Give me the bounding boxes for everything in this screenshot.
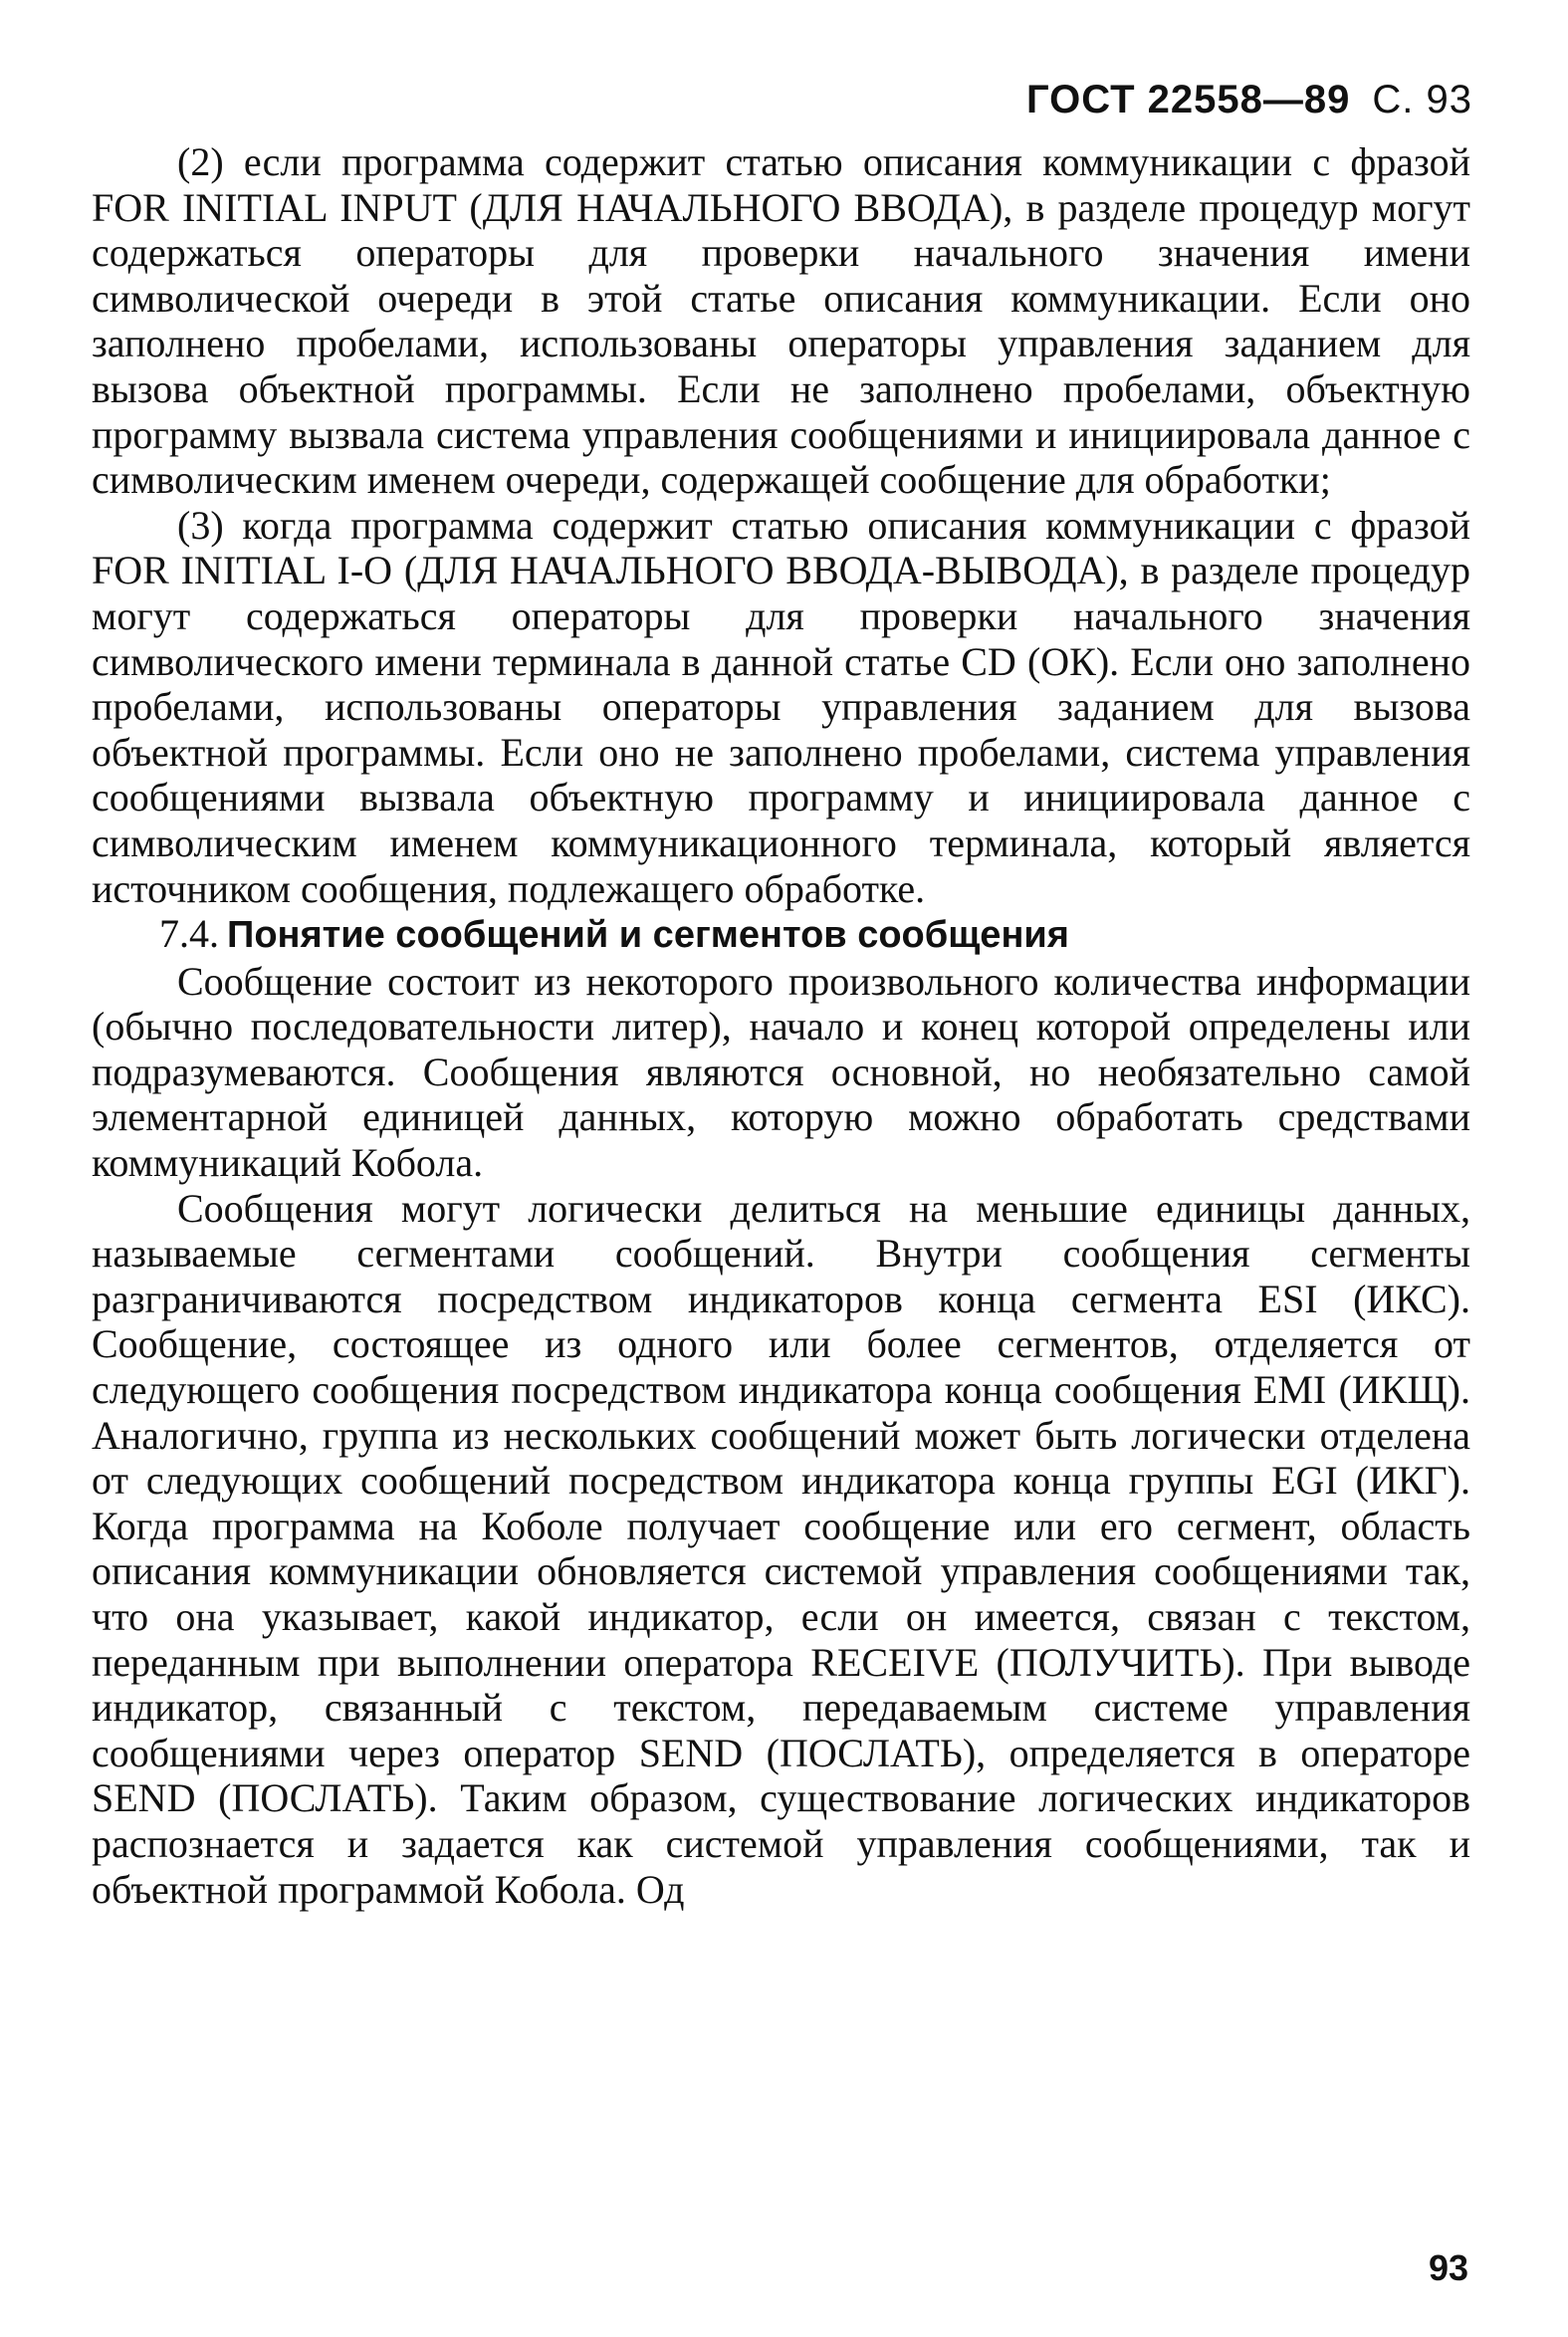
section-number: 7.4. [159, 911, 219, 957]
section-heading [92, 911, 1470, 959]
paragraph-message-definition: Сообщение состоит из некоторого произвольного количества информации (обычно последовательности литер), начало и конец которой определены или подразумеваются. Сообщения являются основной, но необязательно самой элементарной единицей данных, которую можно обработать средствами коммуникаций Кобола. [92, 958, 1470, 1186]
paragraph-item-3: (3) когда программа содержит статью описания коммуникации с фразой FOR INITIAL I-O (ДЛЯ НАЧАЛЬНОГО ВВОДА-ВЫВОДА), в разделе процедур могут содержаться операторы для проверки начального значения символического имени терминала в данной статье CD (ОК). Если оно заполнено пробелами, использованы операторы управления заданием для вызова объектной программы. Если оно не заполнено пробелами, система управления сообщениями вызвала объектную программу и инициировала данное с символическим именем коммуникационного терминала, который является источником сообщения, подлежащего обработке. [92, 502, 1470, 911]
page-number: 93 [1428, 2247, 1468, 2288]
section-title: Понятие сообщений и сегментов сообщения [227, 914, 1069, 957]
body-text [92, 139, 1470, 1912]
standard-designation: ГОСТ 22558—89 [1025, 78, 1351, 121]
paragraph-item-2: (2) если программа содержит статью описания коммуникации с фразой FOR INITIAL INPUT (ДЛЯ НАЧАЛЬНОГО ВВОДА), в разделе процедур могут содержаться операторы для проверки начального значения имени символической очереди в этой статье описания коммуникации. Если оно заполнено пробелами, использованы операторы управления заданием для вызова объектной программы. Если не заполнено пробелами, объектную программу вызвала система управления сообщениями и инициировала данное с символическим именем очереди, содержащей сообщение для обработки; [92, 139, 1470, 503]
header-page-ref: С. 93 [1372, 78, 1472, 121]
running-header [1026, 78, 1472, 122]
paragraph-message-segments: Сообщения могут логически делиться на меньшие единицы данных, называемые сегментами сообщений. Внутри сообщения сегменты разграничиваются посредством индикаторов конца сегмента ESI (ИКС). Сообщение, состоящее из одного или более сегментов, отделяется от следующего сообщения посредством индикатора конца сообщения EMI (ИКЩ). Аналогично, группа из нескольких сообщений может быть логически отделена от следующих сообщений посредством индикатора конца группы EGI (ИКГ). Когда программа на Коболе получает сообщение или его сегмент, область описания коммуникации обновляется системой управления сообщениями так, что она указывает, какой индикатор, если он имеется, связан с текстом, переданным при выполнении оператора RECEIVE (ПОЛУЧИТЬ). При выводе индикатор, связанный с текстом, передаваемым системе управления сообщениями через оператор SEND (ПОСЛАТЬ), определяется в операторе SEND (ПОСЛАТЬ). Таким образом, существование логических индикаторов распознается и задается как системой управления сообщениями, так и объектной программой Кобола. Од [92, 1185, 1470, 1912]
